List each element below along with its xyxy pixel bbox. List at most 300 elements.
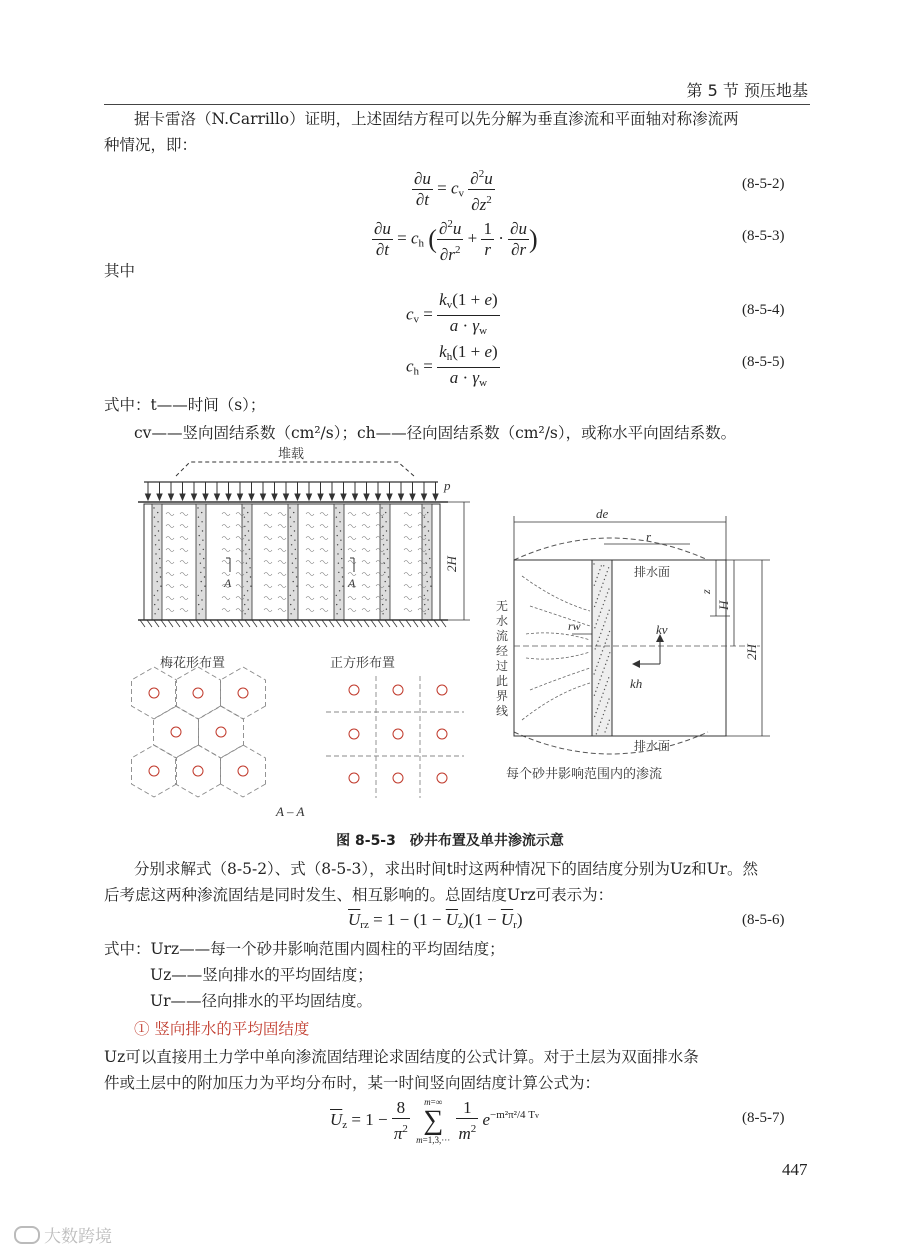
sand-grain	[382, 595, 383, 596]
sand-grain	[593, 563, 594, 564]
sand-grain	[594, 627, 595, 628]
drain-circle	[393, 773, 403, 783]
sand-drain	[152, 504, 162, 620]
sand-grain	[336, 604, 337, 605]
sand-grain	[603, 565, 604, 566]
qizhong-label: 其中	[104, 262, 136, 280]
load-arrowhead	[192, 494, 197, 500]
A-label-right: A	[348, 576, 356, 590]
sand-grain	[606, 706, 607, 707]
hex-cell	[176, 745, 221, 797]
page-header: 第 5 节 预压地基	[686, 81, 808, 100]
sand-grain	[197, 507, 198, 508]
para1-line2: 种情况，即：	[104, 136, 198, 154]
sand-grain	[201, 590, 202, 591]
sand-grain	[340, 609, 341, 610]
load-arrowhead	[399, 494, 404, 500]
sand-grain	[250, 576, 251, 577]
sand-grain	[155, 544, 156, 545]
sand-grain	[291, 535, 292, 536]
flow-line	[526, 652, 590, 659]
sand-grain	[596, 577, 597, 578]
sand-grain	[387, 567, 388, 568]
hatch-mark	[420, 620, 425, 627]
sand-grain	[199, 553, 200, 554]
sand-grain	[244, 526, 245, 527]
load-arrowhead	[284, 494, 289, 500]
sand-grain	[594, 695, 595, 696]
sand-grain	[340, 530, 341, 531]
sand-grain	[159, 567, 160, 568]
equation-8-5-7: $\overline{U}_z = 1$ − $\frac{8}{\pi^2}$ m=∞ ∑ m=1,3,··· $\frac{1}{m^2}$ $e^{-m^2\pi^2/4 Tv}$	[330, 1097, 539, 1145]
sand-grain	[595, 669, 596, 670]
sand-grain	[339, 521, 340, 522]
hatch-mark	[385, 620, 390, 627]
sand-grain	[388, 576, 389, 577]
sand-grain	[341, 558, 342, 559]
hatch-mark	[224, 620, 229, 627]
sand-grain	[293, 581, 294, 582]
sand-grain	[606, 727, 607, 728]
hatch-mark	[287, 620, 292, 627]
AA-label: A – A	[276, 804, 305, 819]
sand-grain	[385, 521, 386, 522]
sand-grain	[198, 613, 199, 614]
hatch-mark	[273, 620, 278, 627]
equation-8-5-5: $c_h$ = $\frac{k_h(1 + e)}{a \cdot \gamma_w}$	[406, 342, 498, 389]
sand-grain	[599, 637, 600, 638]
sand-grain	[428, 530, 429, 531]
sand-grain	[293, 590, 294, 591]
drain-circle	[393, 685, 403, 695]
sand-grain	[609, 631, 610, 632]
p-label: p	[444, 478, 451, 493]
hatch-mark	[343, 620, 348, 627]
sand-grain	[202, 609, 203, 610]
sand-grain	[383, 553, 384, 554]
sand-grain	[601, 565, 602, 566]
sand-grain	[599, 679, 600, 680]
load-arrowhead	[295, 494, 300, 500]
sand-grain	[336, 613, 337, 614]
sand-grain	[339, 512, 340, 513]
sand-grain	[247, 512, 248, 513]
sand-grain	[604, 621, 605, 622]
hatch-mark	[434, 620, 439, 627]
sand-grain	[248, 609, 249, 610]
sand-grain	[595, 602, 596, 603]
sand-grain	[154, 604, 155, 605]
sand-grain	[201, 521, 202, 522]
sand-grain	[604, 600, 605, 601]
sand-grain	[339, 590, 340, 591]
sand-grain	[244, 604, 245, 605]
load-arrowhead	[146, 494, 151, 500]
hatch-mark	[175, 620, 180, 627]
sand-grain	[295, 549, 296, 550]
load-arrowhead	[180, 494, 185, 500]
sand-grain	[427, 581, 428, 582]
sand-grain	[203, 567, 204, 568]
sand-grain	[342, 586, 343, 587]
sand-grain	[289, 507, 290, 508]
hatch-mark	[294, 620, 299, 627]
sand-drain	[380, 504, 390, 620]
header-rule	[104, 104, 810, 105]
sand-grain	[608, 698, 609, 699]
sand-grain	[294, 540, 295, 541]
flow-line	[530, 606, 590, 626]
sand-grain	[339, 599, 340, 600]
sand-grain	[160, 576, 161, 577]
sand-grain	[198, 517, 199, 518]
sand-grain	[604, 579, 605, 580]
sand-grain	[202, 530, 203, 531]
sand-grain	[290, 595, 291, 596]
sand-grain	[244, 595, 245, 596]
sand-grain	[384, 563, 385, 564]
sand-grain	[201, 599, 202, 600]
para3-line2: 件或土层中的附加压力为平均分布时，某一时间竖向固结度计算公式为：	[104, 1074, 601, 1092]
sand-grain	[154, 517, 155, 518]
hatch-mark	[350, 620, 355, 627]
sand-grain	[596, 733, 597, 734]
equation-8-5-2: $\frac{\partial u}{\partial t}$ = $c_v$ $\frac{\partial^2u}{\partial z^2}$	[412, 164, 495, 215]
sand-grain	[290, 604, 291, 605]
sand-grain	[382, 604, 383, 605]
sand-grain	[386, 609, 387, 610]
load-arrowhead	[157, 494, 162, 500]
sand-grain	[597, 598, 598, 599]
sand-grain	[600, 722, 601, 723]
sand-grain	[603, 714, 604, 715]
sand-grain	[159, 558, 160, 559]
para2-line1: 分别求解式（8-5-2）、式（8-5-3），求出时间t时这两种情况下的固结度分别为Uz和Ur。然	[134, 860, 759, 878]
sand-grain	[247, 521, 248, 522]
sand-grain	[339, 581, 340, 582]
sand-grain	[387, 549, 388, 550]
hatch-mark	[427, 620, 432, 627]
sand-grain	[153, 507, 154, 508]
section-heading: ① 竖向排水的平均固结度	[134, 1020, 310, 1038]
sand-drain	[422, 504, 432, 620]
sand-grain	[595, 691, 596, 692]
sand-grain	[599, 658, 600, 659]
sand-grain	[608, 656, 609, 657]
right-caption: 每个砂井影响范围内的渗流	[506, 767, 663, 782]
hex-cell	[132, 667, 177, 719]
sand-grain	[598, 704, 599, 705]
sand-grain	[608, 567, 609, 568]
load-arrowhead	[364, 494, 369, 500]
defs2-line1: 式中：Urz——每一个砂井影响范围内圆柱的平均固结度；	[104, 940, 505, 958]
H-label: H	[716, 600, 731, 610]
hatch-mark	[245, 620, 250, 627]
sand-grain	[293, 521, 294, 522]
hatch-mark	[406, 620, 411, 627]
sand-grain	[598, 615, 599, 616]
sand-grain	[427, 590, 428, 591]
eqno-8-5-5: (8-5-5)	[742, 354, 785, 370]
sand-grain	[595, 712, 596, 713]
eqno-8-5-3: (8-5-3)	[742, 228, 785, 244]
sand-grain	[385, 512, 386, 513]
sand-grain	[342, 576, 343, 577]
hatch-mark	[364, 620, 369, 627]
sand-grain	[596, 666, 597, 667]
sand-grain	[337, 535, 338, 536]
sand-grain	[604, 710, 605, 711]
sand-grain	[607, 723, 608, 724]
A-label-left: A	[224, 576, 232, 590]
sand-grain	[245, 553, 246, 554]
load-arrowhead	[422, 494, 427, 500]
sand-grain	[246, 572, 247, 573]
sand-grain	[600, 590, 601, 591]
sand-drain	[242, 504, 252, 620]
sand-grain	[204, 586, 205, 587]
hatch-mark	[203, 620, 208, 627]
sand-grain	[245, 544, 246, 545]
flow-line	[522, 683, 590, 720]
sand-grain	[425, 544, 426, 545]
sand-grain	[594, 606, 595, 607]
flow-line	[522, 576, 590, 611]
load-arrowhead	[387, 494, 392, 500]
hex-cell	[132, 745, 177, 797]
eqno-8-5-7: (8-5-7)	[742, 1110, 785, 1126]
sand-grain	[598, 683, 599, 684]
drain-circle	[193, 766, 203, 776]
hatch-mark	[308, 620, 313, 627]
hatch-mark	[140, 620, 145, 627]
r-label: r	[646, 529, 652, 544]
eqno-8-5-4: (8-5-4)	[742, 302, 785, 318]
sand-grain	[248, 530, 249, 531]
eqno-8-5-6: (8-5-6)	[742, 912, 785, 928]
square-title: 正方形布置	[330, 656, 396, 671]
sand-grain	[388, 586, 389, 587]
hatch-mark	[168, 620, 173, 627]
equation-8-5-3: $\frac{\partial u}{\partial t}$ = $c_h$ ( $\frac{\partial^2u}{\partial r^2}$ + $\frac{1}{r}$ · $\frac{\partial u}{\partial r}$ )	[372, 214, 538, 265]
sand-grain	[427, 521, 428, 522]
hatch-mark	[441, 620, 446, 627]
load-bracket	[176, 462, 414, 476]
sand-grain	[597, 729, 598, 730]
sand-grain	[602, 583, 603, 584]
drain-circle	[149, 766, 159, 776]
sand-grain	[599, 569, 600, 570]
sand-grain	[594, 585, 595, 586]
sand-grain	[337, 544, 338, 545]
hatch-mark	[280, 620, 285, 627]
sand-grain	[200, 572, 201, 573]
sand-grain	[294, 530, 295, 531]
hatch-mark	[252, 620, 257, 627]
hatch-mark	[357, 620, 362, 627]
sand-grain	[198, 604, 199, 605]
drain-circle	[193, 688, 203, 698]
load-arrowhead	[249, 494, 254, 500]
sand-grain	[200, 563, 201, 564]
hatch-mark	[329, 620, 334, 627]
sand-grain	[158, 540, 159, 541]
sand-grain	[382, 517, 383, 518]
hatch-mark	[196, 620, 201, 627]
sand-grain	[601, 675, 602, 676]
sand-grain	[340, 540, 341, 541]
sand-grain	[155, 553, 156, 554]
hex-cell	[154, 706, 199, 758]
sand-grain	[595, 581, 596, 582]
kh-label: kh	[630, 676, 643, 691]
sand-grain	[597, 708, 598, 709]
sand-grain	[154, 613, 155, 614]
sand-grain	[596, 623, 597, 624]
hatch-mark	[147, 620, 152, 627]
load-arrowhead	[307, 494, 312, 500]
hatch-mark	[154, 620, 159, 627]
hatch-mark	[378, 620, 383, 627]
sand-grain	[598, 662, 599, 663]
para3-line1: Uz可以直接用土力学中单向渗流固结理论求固结度的公式计算。对于土层为双面排水条	[104, 1048, 699, 1066]
sand-grain	[425, 553, 426, 554]
sand-grain	[600, 654, 601, 655]
sand-grain	[291, 544, 292, 545]
load-arrowhead	[318, 494, 323, 500]
sand-grain	[424, 604, 425, 605]
sand-grain	[381, 507, 382, 508]
sand-grain	[426, 572, 427, 573]
sand-grain	[595, 648, 596, 649]
sand-grain	[290, 526, 291, 527]
drain-top-label: 排水面	[634, 565, 671, 579]
sand-grain	[157, 512, 158, 513]
hex-layout	[132, 667, 266, 797]
hatch-mark	[182, 620, 187, 627]
load-arrowhead	[203, 494, 208, 500]
sand-grain	[338, 572, 339, 573]
sand-grain	[249, 558, 250, 559]
sand-grain	[424, 595, 425, 596]
sand-grain	[605, 664, 606, 665]
sand-grain	[603, 604, 604, 605]
watermark-logo-icon	[14, 1226, 40, 1244]
sand-grain	[157, 599, 158, 600]
watermark: 大数跨境	[14, 1222, 112, 1247]
para2-line2: 后考虑这两种渗流固结是同时发生、相互影响的。总固结度Urz可表示为：	[104, 886, 614, 904]
sand-grain	[425, 535, 426, 536]
hatch-mark	[189, 620, 194, 627]
single-well-section	[496, 506, 770, 782]
sand-grain	[382, 613, 383, 614]
sand-grain	[596, 644, 597, 645]
sand-grain	[156, 563, 157, 564]
z-label: z	[699, 589, 713, 594]
sand-grain	[603, 625, 604, 626]
defs1-line2: cv——竖向固结系数（cm²/s）；ch——径向固结系数（cm²/s），或称水平向固结系数。	[134, 424, 737, 442]
sand-grain	[607, 613, 608, 614]
sand-grain	[601, 608, 602, 609]
sand-grain	[426, 563, 427, 564]
sand-grain	[605, 685, 606, 686]
sand-grain	[202, 540, 203, 541]
sand-grain	[247, 599, 248, 600]
load-arrowhead	[341, 494, 346, 500]
defs2-line2: Uz——竖向排水的平均固结度；	[150, 966, 373, 984]
sand-grain	[607, 702, 608, 703]
sand-grain	[383, 544, 384, 545]
sand-grain	[598, 594, 599, 595]
load-arrowhead	[226, 494, 231, 500]
sand-grain	[154, 595, 155, 596]
sand-grain	[249, 549, 250, 550]
sand-grain	[424, 613, 425, 614]
load-arrowhead	[353, 494, 358, 500]
de-label: de	[596, 506, 609, 521]
kv-label: kv	[656, 622, 668, 637]
load-label: 堆载	[278, 447, 305, 462]
sand-grain	[429, 567, 430, 568]
sand-grain	[599, 725, 600, 726]
sand-grain	[607, 681, 608, 682]
sand-grain	[427, 512, 428, 513]
load-arrowhead	[410, 494, 415, 500]
sand-grain	[296, 576, 297, 577]
sand-grain	[158, 530, 159, 531]
sand-grain	[385, 590, 386, 591]
sand-grain	[290, 517, 291, 518]
load-arrowhead	[238, 494, 243, 500]
sand-grain	[607, 635, 608, 636]
sand-grain	[605, 642, 606, 643]
sand-grain	[430, 576, 431, 577]
hex-cell	[221, 667, 266, 719]
hex-cell	[176, 667, 221, 719]
eqno-8-5-2: (8-5-2)	[742, 176, 785, 192]
sand-grain	[609, 720, 610, 721]
sand-grain	[244, 517, 245, 518]
sand-grain	[341, 549, 342, 550]
page-number: 447	[782, 1160, 808, 1179]
para1-line1: 据卡雷洛（N.Carrillo）证明，上述固结方程可以先分解为垂直渗流和平面轴对称渗流两	[134, 110, 739, 128]
hatch-mark	[217, 620, 222, 627]
sand-grain	[295, 558, 296, 559]
sand-grain	[159, 549, 160, 550]
sand-grain	[604, 668, 605, 669]
sand-grain	[429, 558, 430, 559]
sand-grain	[295, 567, 296, 568]
sand-grain	[247, 590, 248, 591]
sand-grain	[606, 660, 607, 661]
sand-grain	[290, 613, 291, 614]
drain-circle	[349, 729, 359, 739]
sand-grain	[337, 553, 338, 554]
drain-circle	[393, 729, 403, 739]
sand-grain	[155, 535, 156, 536]
sand-grain	[427, 599, 428, 600]
sand-grain	[383, 535, 384, 536]
sand-grain	[157, 521, 158, 522]
drain-bottom-label: 排水面	[634, 739, 671, 753]
hatch-mark	[336, 620, 341, 627]
twoH-left-label: 2H	[444, 556, 459, 572]
load-arrowhead	[261, 494, 266, 500]
sand-grain	[602, 693, 603, 694]
hatch-mark	[259, 620, 264, 627]
sand-grain	[336, 526, 337, 527]
twoH-right-label: 2H	[744, 644, 759, 660]
